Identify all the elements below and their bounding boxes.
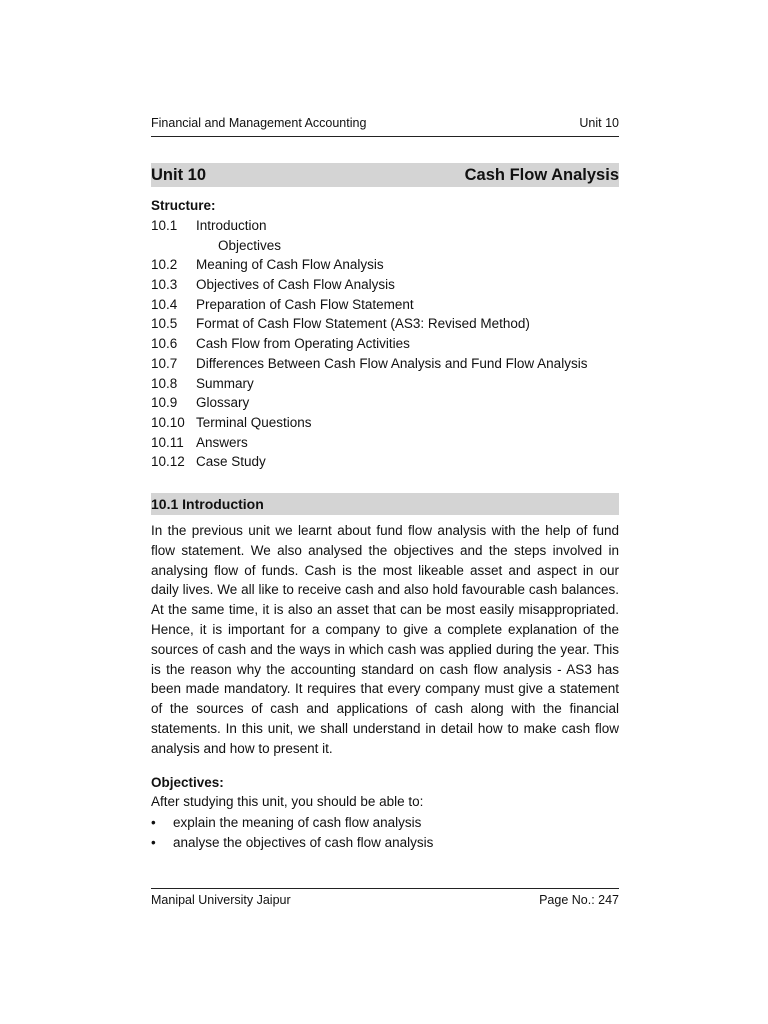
list-item-text: explain the meaning of cash flow analysis [173,815,422,830]
list-item [151,813,619,833]
toc-text: Answers [196,434,248,450]
toc-number: 10.12 [151,454,185,470]
structure-list [151,216,619,472]
toc-subitem [151,236,619,256]
bullet-icon: • [151,835,156,850]
list-item-text: analyse the objectives of cash flow analysis [173,835,434,850]
toc-text: Format of Cash Flow Statement (AS3: Revised Method) [196,316,530,332]
toc-item [151,334,619,354]
objectives-lead-text: After studying this unit, you should be able to: [151,794,424,809]
structure-heading: Structure: [151,198,216,213]
page-number: Page No.: 247 [539,893,619,907]
book-title: Financial and Management Accounting [151,116,367,130]
toc-item [151,275,619,295]
toc-number: 10.3 [151,277,178,293]
toc-number: 10.2 [151,257,178,273]
running-footer [151,888,619,909]
header-unit-label: Unit 10 [579,116,619,130]
toc-item [151,354,619,374]
toc-item [151,433,619,453]
toc-item [151,314,619,334]
toc-item [151,216,619,236]
toc-number: 10.5 [151,316,178,332]
toc-item [151,393,619,413]
toc-number: 10.6 [151,336,178,352]
toc-text: Case Study [196,454,266,470]
toc-number: 10.11 [151,434,184,450]
toc-text: Differences Between Cash Flow Analysis and Fund Flow Analysis [196,355,588,371]
toc-text: Summary [196,375,254,391]
introduction-paragraph: In the previous unit we learnt about fund flow analysis with the help of fund flow statement. We also analysed the objectives and the steps involved in analysing flow of funds. Cash is the most likeable asset and aspect in our daily lives. We all like to receive cash and also hold favourable cash balances. At the same time, it is also an asset that can be most easily misappropriated. Hence, it is important for a company to give a complete explanation of the sources of cash and the ways in which cash was applied during the year. This is the reason why the accounting standard on cash flow analysis - AS3 has been made mandatory. It requires that every company must give a statement of the sources of cash and applications of cash along with the financial statements. In this unit, we shall understand in detail how to make cash flow analysis and how to present it. [151,523,619,756]
running-header [151,116,619,137]
toc-number: 10.4 [151,296,178,312]
toc-item [151,452,619,472]
objectives-list [151,813,619,853]
toc-text: Objectives [218,237,282,253]
toc-number: 10.9 [151,395,178,411]
toc-text: Introduction [196,218,267,233]
toc-item [151,295,619,315]
document-page [151,0,619,1024]
section-heading: 10.1 Introduction [151,493,619,515]
unit-title-bar [151,163,619,187]
toc-text: Meaning of Cash Flow Analysis [196,257,384,273]
university-name: Manipal University Jaipur [151,893,291,907]
objectives-heading: Objectives: [151,775,224,790]
unit-number: Unit 10 [151,166,207,184]
toc-number: 10.1 [151,218,178,233]
toc-number: 10.10 [151,414,185,430]
toc-item [151,413,619,433]
unit-title: Cash Flow Analysis [464,166,619,184]
toc-item [151,374,619,394]
toc-text: Preparation of Cash Flow Statement [196,296,414,312]
toc-text: Cash Flow from Operating Activities [196,336,410,352]
toc-number: 10.7 [151,355,178,371]
toc-item [151,255,619,275]
list-item [151,833,619,853]
toc-number: 10.8 [151,375,178,391]
bullet-icon: • [151,815,156,830]
toc-text: Objectives of Cash Flow Analysis [196,277,395,293]
toc-text: Glossary [196,395,250,411]
toc-text: Terminal Questions [196,414,312,430]
